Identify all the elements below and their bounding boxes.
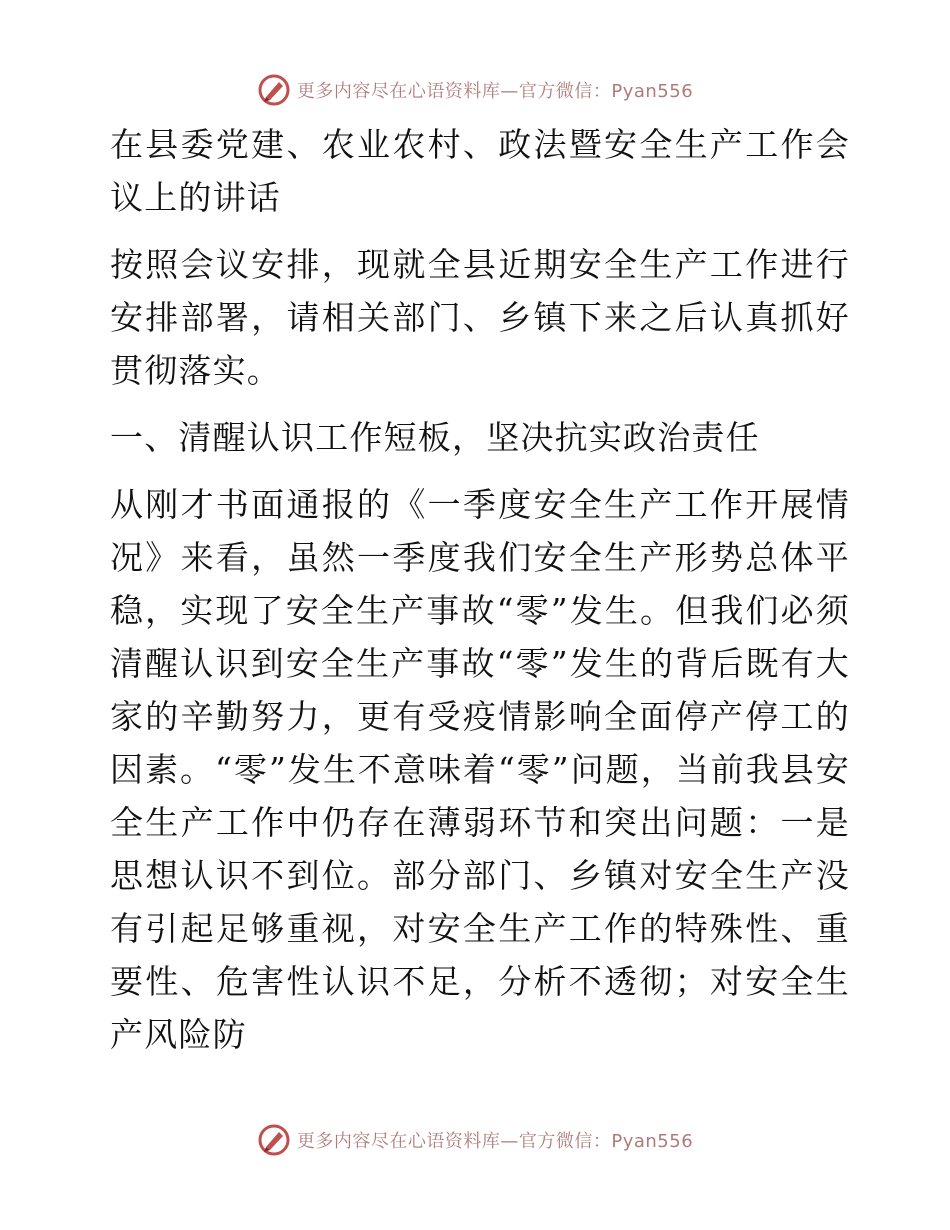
footer-banner-text: 更多内容尽在心语资料库—官方微信：Pyan556 — [296, 1131, 694, 1152]
footer-banner — [0, 1120, 950, 1160]
document-title: 在县委党建、农业农村、政法暨安全生产工作会议上的讲话 — [110, 125, 850, 217]
pen-logo-icon — [257, 73, 291, 107]
header-banner-text: 更多内容尽在心语资料库—官方微信：Pyan556 — [296, 81, 694, 102]
document-body — [98, 118, 850, 1075]
header-banner — [0, 70, 950, 110]
section-heading-1: 一、清醒认识工作短板，坚决抗实政治责任 — [110, 418, 760, 457]
pen-logo-icon — [257, 1123, 291, 1157]
paragraph-2: 从刚才书面通报的《一季度安全生产工作开展情况》来看，虽然一季度我们安全生产形势总体平稳，实现了安全生产事故“零”发生。但我们必须清醒认识到安全生产事故“零”发生的背后既有大家的辛勤努力，更有受疫情影响全面停产停工的因素。“零”发生不意味着“零”问题，当前我县安全生产工作中仍存在薄弱环节和突出问题：一是思想认识不到位。部分部门、乡镇对安全生产没有引起足够重视，对安全生产工作的特殊性、重要性、危害性认识不足，分析不透彻；对安全生产风险防 — [110, 485, 850, 1054]
paragraph-1: 按照会议安排，现就全县近期安全生产工作进行安排部署，请相关部门、乡镇下来之后认真抓好贯彻落实。 — [110, 245, 850, 390]
